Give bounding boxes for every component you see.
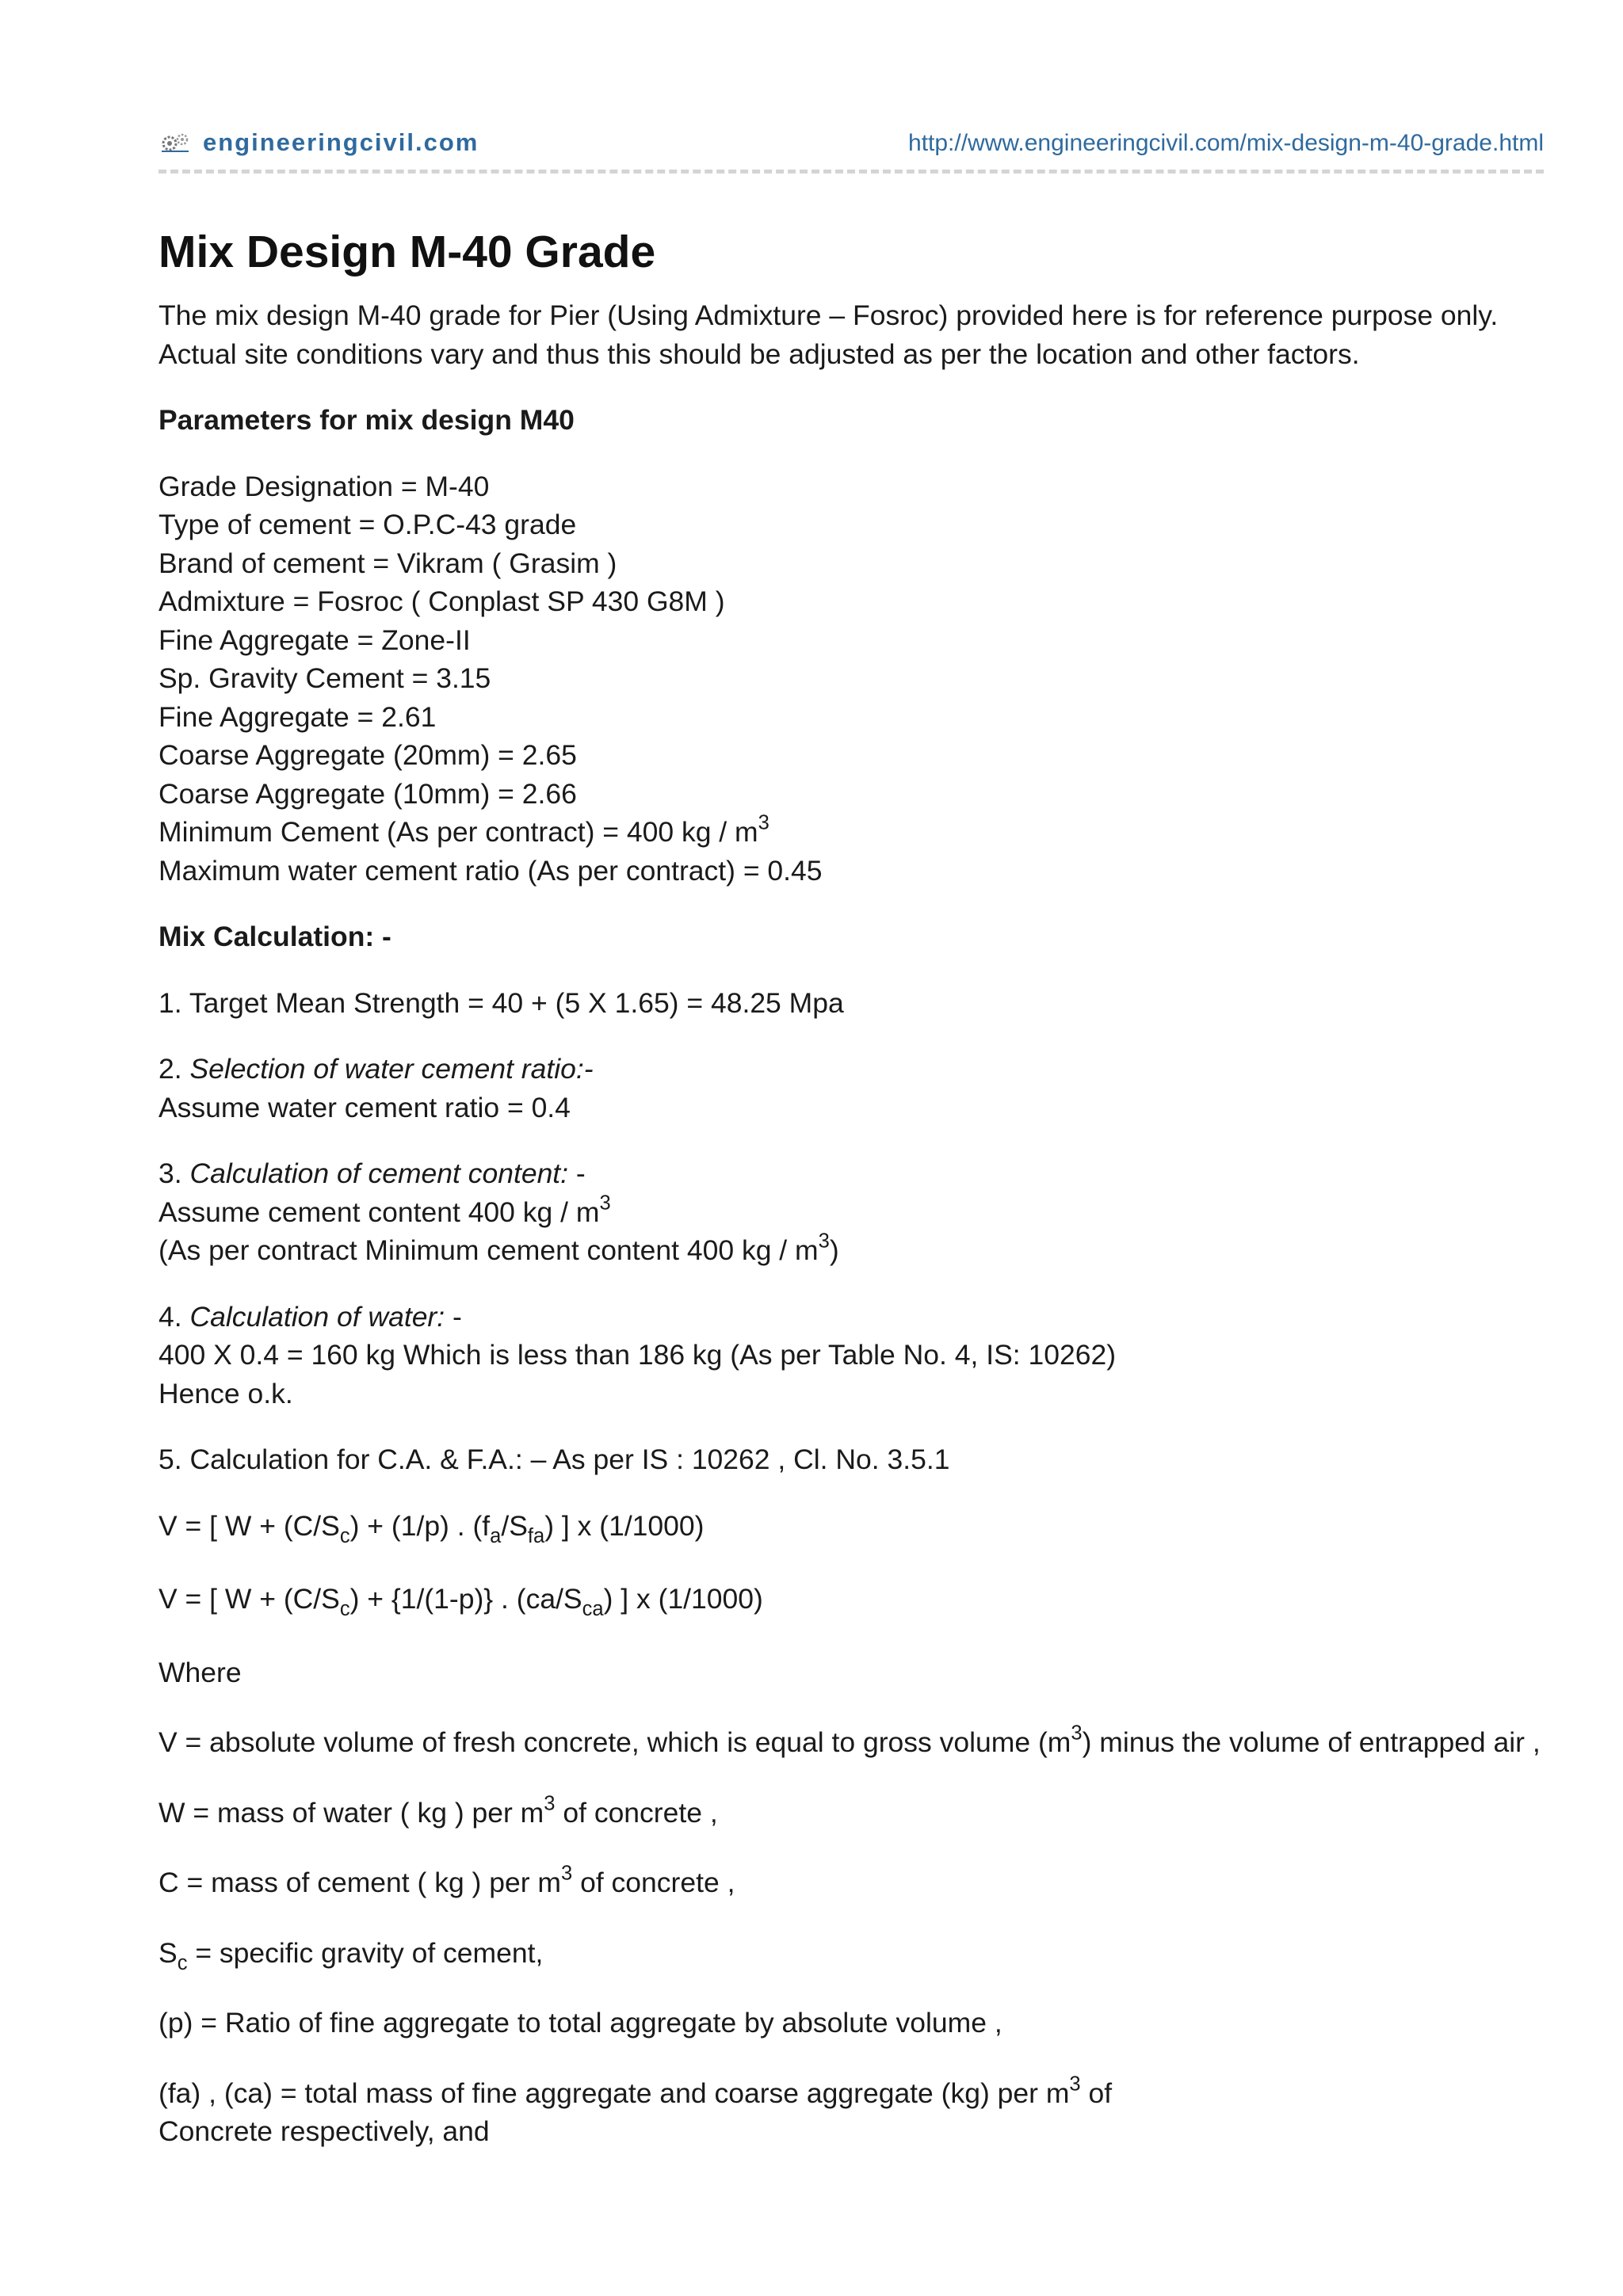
parameter-item-min-cement: Minimum Cement (As per contract) = 400 kg / $m^3$	[158, 811, 769, 848]
formula-fine-aggregate: V = [ $W + (C/S_c) + (1/p)$ . $(f_a/S_{fa})$ ] x (1/1000)	[158, 1509, 705, 1547]
step-5: 5. Calculation for C.A. & F.A.: – As per IS : 10262 , Cl. No. 3.5.1	[158, 1444, 950, 1475]
step-2: 2. Selection of water cement ratio:- Assume water cement ratio = 0.4	[158, 1053, 594, 1123]
parameters-list	[158, 467, 1544, 891]
calculation-heading: Mix Calculation: -	[158, 921, 391, 952]
parameter-item: Coarse Aggregate (10mm) = 2.66	[158, 777, 577, 810]
step-3: 3. Calculation of cement content: - Assume cement content 400 kg / $m^3$ (As per contract Minimum cement content 400 kg / $m^3$)	[158, 1158, 839, 1266]
parameter-item: Type of cement = O.P.C-43 grade	[158, 509, 577, 540]
gear-logo-icon	[158, 131, 192, 154]
page-url-link[interactable]: http://www.engineeringcivil.com/mix-design-m-40-grade.html	[908, 130, 1544, 156]
intro-paragraph: The mix design M-40 grade for Pier (Using Admixture – Fosroc) provided here is for reference purpose only. Actual site conditions vary and thus this should be adjusted as per the location and other factors.	[158, 299, 1499, 370]
definition-fa-ca: (fa) , (ca) = total mass of fine aggregate and coarse aggregate (kg) per $m^3$ of Concrete respectively, and	[158, 2073, 1113, 2147]
parameter-item: Fine Aggregate = Zone-II	[158, 624, 471, 656]
page-title: Mix Design M-40 Grade	[158, 227, 656, 277]
where-label: Where	[158, 1656, 242, 1688]
parameter-item-max-wc: Maximum water cement ratio (As per contract) = 0.45	[158, 854, 823, 887]
header-divider	[158, 170, 1544, 174]
formula-coarse-aggregate: V = [ $W + (C/S_c) + \{1/(1-p)\}$ . $(ca/S_{ca})$ ] x (1/1000)	[158, 1583, 763, 1620]
step-4: 4. Calculation of water: - 400 X 0.4 = 160 kg Which is less than 186 kg (As per Table No. 4, IS: 10262) Hence o.k.	[158, 1300, 1117, 1409]
parameter-item: Coarse Aggregate (20mm) = 2.65	[158, 739, 577, 771]
definition-v: V = absolute volume of fresh concrete, which is equal to gross volume $(m^3)$ minus the volume of entrapped air ,	[158, 1722, 1541, 1758]
definition-w: W = mass of water ( kg ) per $m^3$ of concrete ,	[158, 1792, 718, 1829]
page-header	[158, 127, 1544, 158]
parameters-heading: Parameters for mix design M40	[158, 404, 575, 436]
article-body	[158, 223, 1544, 2183]
parameter-item: Brand of cement = Vikram ( Grasim )	[158, 547, 617, 579]
site-logo[interactable]	[158, 128, 479, 157]
definition-c: C = mass of cement ( kg ) per $m^3$ of concrete ,	[158, 1862, 735, 1898]
parameter-item: Grade Designation = M-40	[158, 470, 490, 502]
parameter-item: Fine Aggregate = 2.61	[158, 700, 437, 733]
parameter-item: Sp. Gravity Cement = 3.15	[158, 662, 491, 694]
step-1: 1. Target Mean Strength = 40 + (5 X 1.65) = 48.25 Mpa	[158, 986, 844, 1019]
step-2-title: Selection of water cement ratio:-	[189, 1053, 594, 1085]
definition-p: (p) = Ratio of fine aggregate to total aggregate by absolute volume ,	[158, 2007, 1002, 2039]
parameter-item: Admixture = Fosroc ( Conplast SP 430 G8M )	[158, 585, 725, 617]
definition-sc: $S_c$ = specific gravity of cement,	[158, 1936, 544, 1974]
site-name[interactable]: engineeringcivil.com	[203, 128, 479, 156]
step-4-title: Calculation of water:	[189, 1300, 445, 1333]
step-3-title: Calculation of cement content:	[189, 1158, 569, 1189]
